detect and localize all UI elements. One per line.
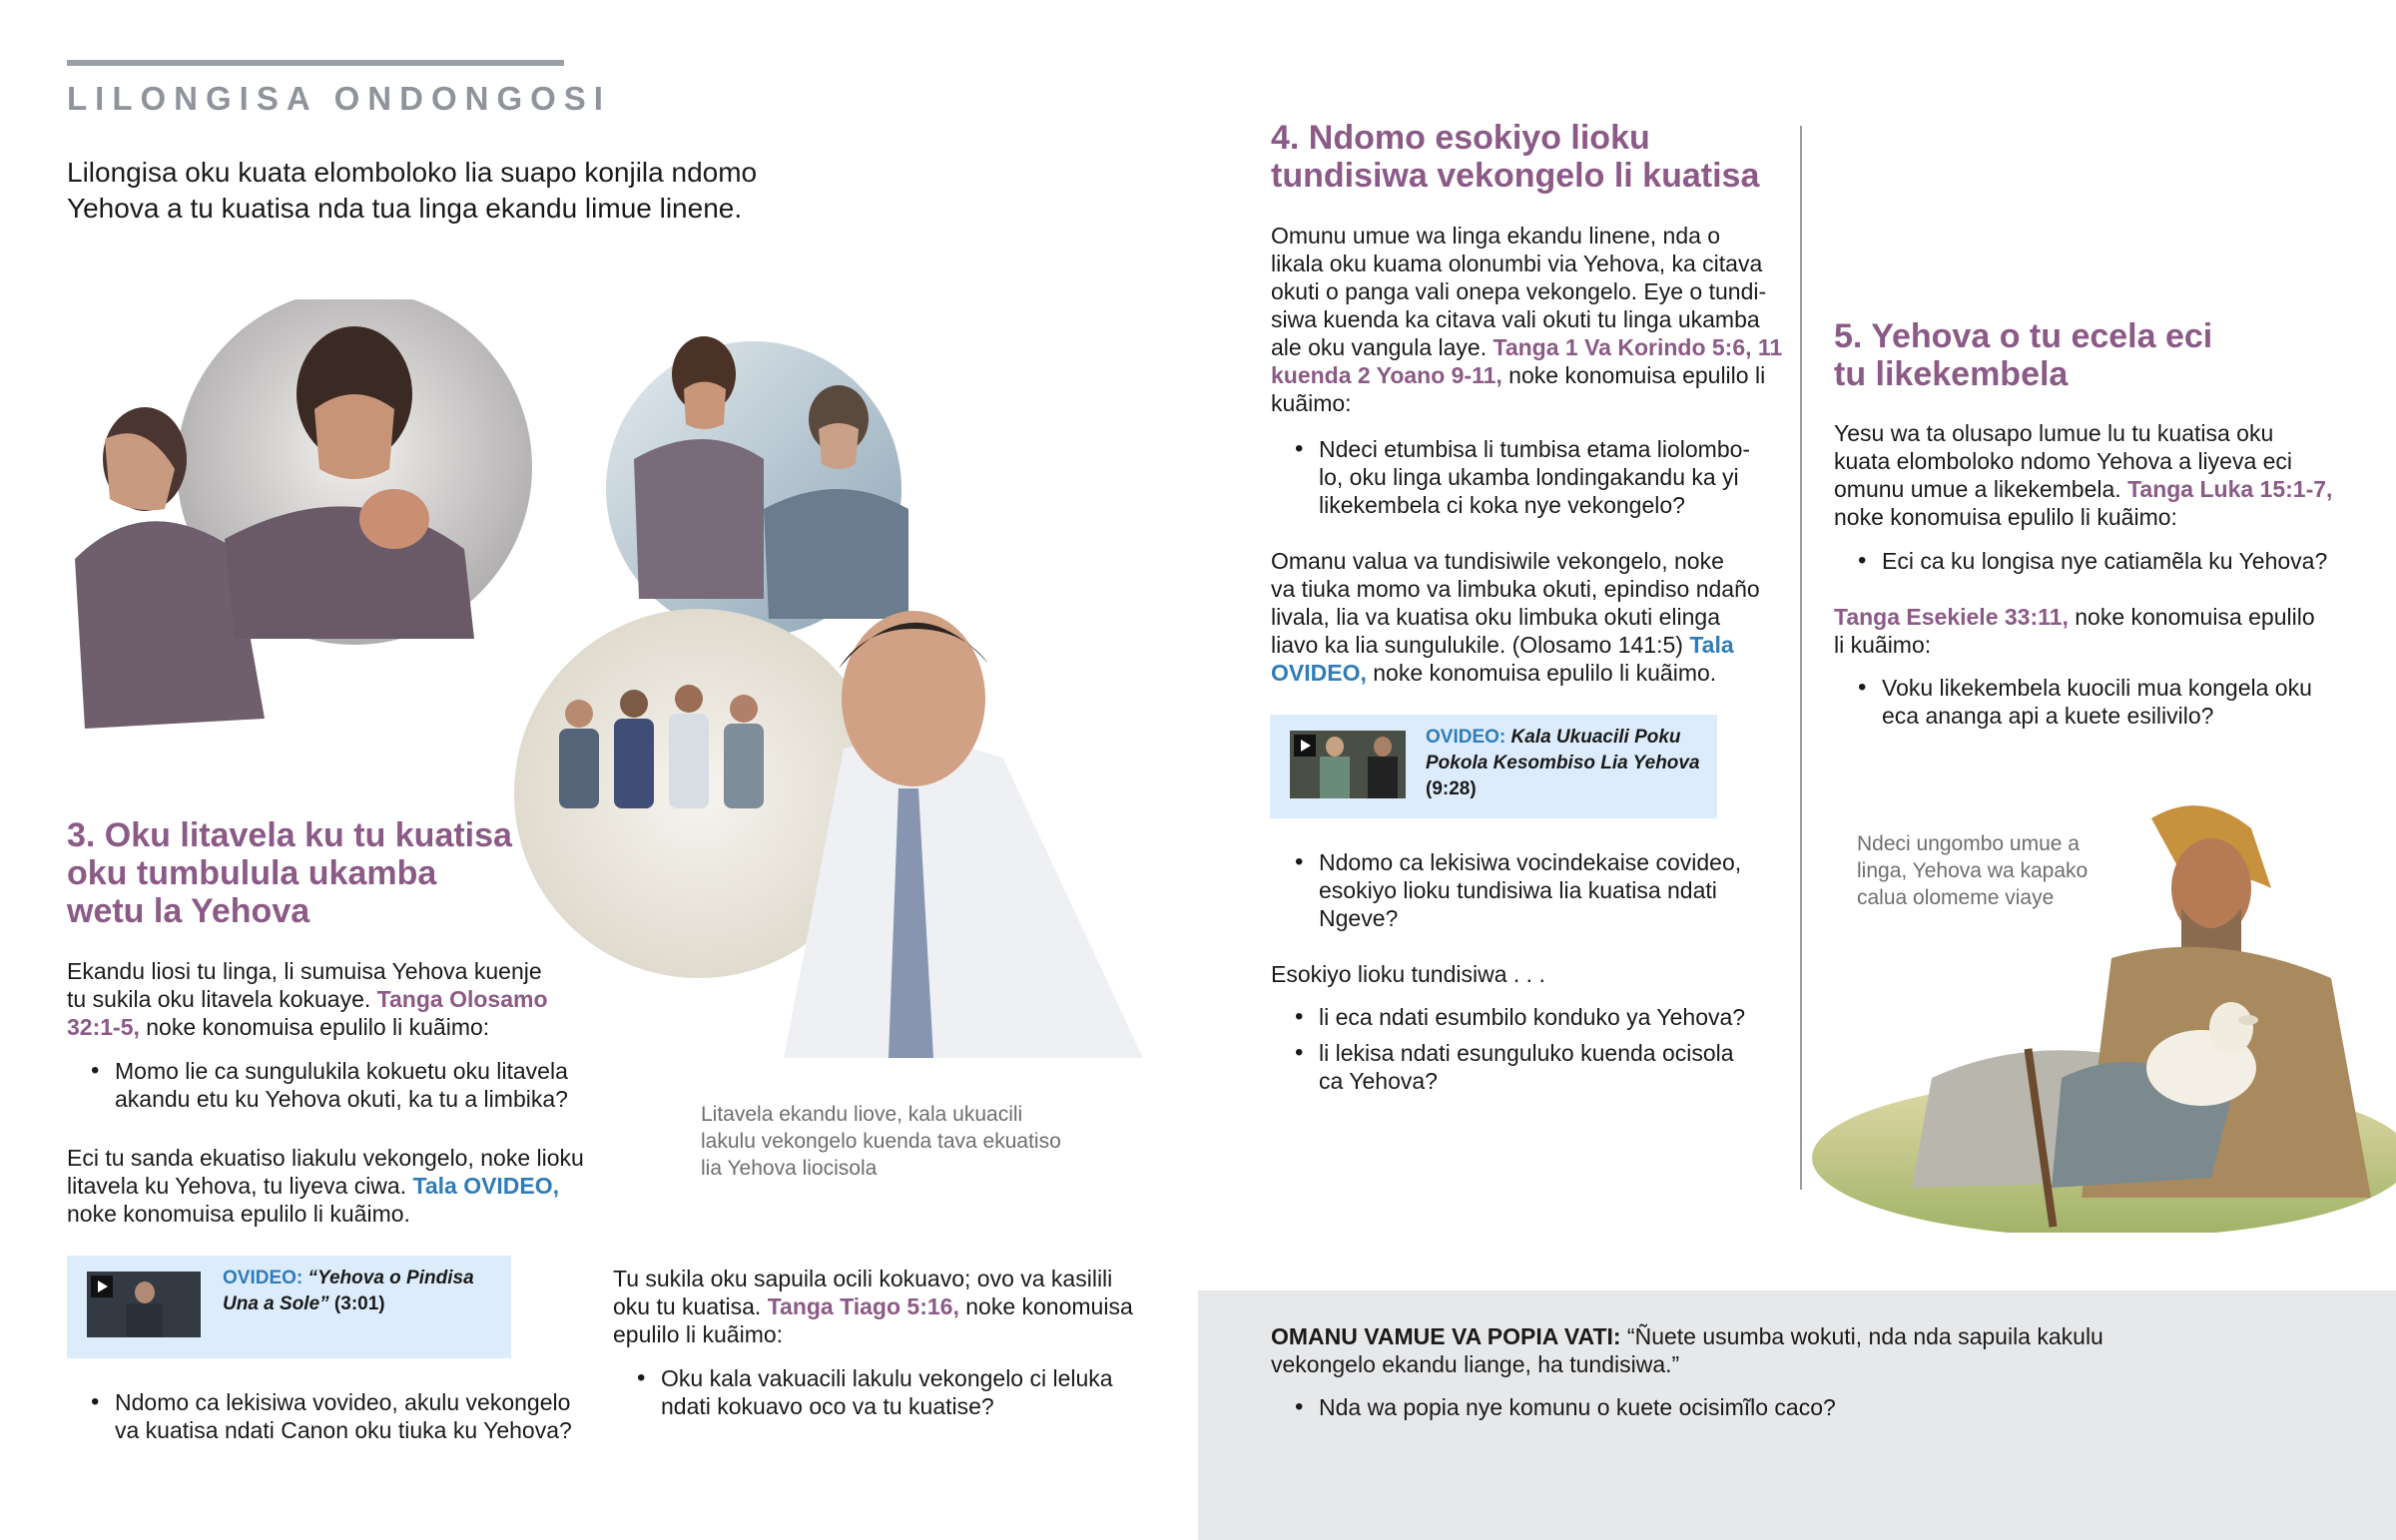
image-caption-left: Litavela ekandu liove, kala ukuacili lakulu vekongelo kuenda tava ekuatiso lia Yehova liocisola (701, 1103, 1061, 1180)
footer-bullet: • Nda wa popia nye komunu o kuete ocisimĩlo caco? (1271, 1393, 2269, 1421)
section-4-bullet-2: • Ndomo ca lekisiwa vocindekaise covideo, esokiyo lioku tundisiwa lia kuatisa ndati Ngeve? (1271, 848, 1810, 932)
scripture-link-luke-15[interactable]: Tanga Luka 15:1-7, (2127, 476, 2333, 502)
section-5-paragraph-1: Yesu wa ta olusapo lumue lu tu kuatisa oku kuata elomboloko ndomo Yehova a liyeva eci omunu umue a likekembela. Tanga Luka 15:1-7, noke konomuisa epulilo li kuãimo: (1834, 420, 2333, 530)
video-link-section-4-b[interactable]: OVIDEO, (1271, 660, 1367, 686)
scripture-link-psalm-32-verses[interactable]: 32:1-5, (67, 1014, 140, 1040)
section-title: LILONGISA ONDONGOSI (67, 80, 611, 117)
video-card-section-4[interactable]: OVIDEO: Kala Ukuacili Poku Pokola Kesombiso Lia Yehova (9:28) (1270, 715, 1717, 818)
illustration-confession (65, 299, 1148, 1058)
section-4-paragraph-2: Omanu valua va tundisiwile vekongelo, noke va tiuka momo va limbuka okuti, epindiso ndaño livala, lia va kuatisa oku limbuka okuti elinga liavo ka lia sungulukile. (Olosamo 141:5) Tala OVIDEO, noke konomuisa epulilo li kuãimo. (1271, 548, 1760, 686)
section-3-paragraph-1: Ekandu liosi tu linga, li sumuisa Yehova kuenje tu sukila oku litavela kokuaye. Tanga Olosamo 32:1-5, noke konomuisa epulilo li kuãimo: (67, 958, 548, 1040)
play-icon[interactable] (1294, 735, 1316, 757)
section-5-bullet-1: • Eci ca ku longisa nye catiamẽla ku Yehova? (1834, 547, 2373, 575)
video-link-section-4-a[interactable]: Tala (1689, 632, 1734, 658)
intro-text: Lilongisa oku kuata elomboloko lia suapo konjila ndomo Yehova a tu kuatisa nda tua linga ekandu limue linene. (67, 157, 758, 224)
play-icon[interactable] (91, 1276, 113, 1297)
header-rule (67, 60, 564, 66)
section-3-paragraph-2: Eci tu sanda ekuatiso liakulu vekongelo, noke lioku litavela ku Yehova, tu liyeva ciwa. Tala OVIDEO, noke konomuisa epulilo li kuãimo. (67, 1145, 584, 1227)
section-5-heading: 5. Yehova o tu ecela eci tu likekembela (1834, 317, 2213, 393)
section-4-bullet-1: • Ndeci etumbisa li tumbisa etama liolombo- lo, oku linga ukamba londingakandu ka yi likekembela ci koka nye vekongelo? (1271, 435, 1790, 519)
section-3-heading: 3. Oku litavela ku tu kuatisa oku tumbulula ukamba wetu la Yehova (67, 816, 512, 930)
middle-paragraph: Tu sukila oku sapuila ocili kokuavo; ovo va kasilili oku tu kuatisa. Tanga Tiago 5:16, noke konomuisa epulilo li kuãimo: (613, 1266, 1133, 1347)
column-divider (1800, 126, 1802, 1190)
scripture-link-psalm-32[interactable]: Tanga Olosamo (376, 986, 548, 1012)
section-3-bullet-2: • Ndomo ca lekisiwa vovideo, akulu vekongelo va kuatisa ndati Canon oku tiuka ku Yehova? (67, 1388, 626, 1444)
video-card-section-3[interactable]: OVIDEO: “Yehova o Pindisa Una a Sole” (3:01) (67, 1256, 511, 1358)
video-thumbnail[interactable] (1290, 731, 1406, 798)
scripture-link-james-5[interactable]: Tanga Tiago 5:16, (767, 1293, 959, 1319)
section-4-paragraph-1: Omunu umue wa linga ekandu linene, nda o likala oku kuama olonumbi via Yehova, ka citava okuti o panga vali onepa vekongelo. Eye o tundi- siwa kuenda ka citava vali okuti tu linga ukamba ale oku vangula laye. Tanga 1 Va Korindo 5:6, 11 kuenda 2 Yoano 9-11, noke konomuisa epulilo li kuãimo: (1271, 223, 1783, 416)
section-5-paragraph-2: Tanga Esekiele 33:11, noke konomuisa epulilo li kuãimo: (1834, 604, 2315, 658)
section-4-bullet-3: • li eca ndati esumbilo konduko ya Yehova? (1271, 1003, 1810, 1031)
scripture-link-1-corinthians-5[interactable]: Tanga 1 Va Korindo 5:6, 11 (1493, 334, 1783, 360)
scripture-link-2-john[interactable]: kuenda 2 Yoano 9-11, (1271, 362, 1502, 388)
section-3-bullet-1: • Momo lie ca sungulukila kokuetu oku litavela akandu etu ku Yehova okuti, ka tu a limbika? (67, 1057, 586, 1113)
section-5-bullet-2: • Voku likekembela kuocili mua kongela oku eca ananga api a kuete esilivilo? (1834, 674, 2373, 730)
footer-quote: OMANU VAMUE VA POPIA VATI: “Ñuete usumba wokuti, nda nda sapuila kakulu vekongelo ekandu liange, ha tundisiwa.” (1271, 1323, 2103, 1377)
section-4-heading: 4. Ndomo esokiyo lioku tundisiwa vekongelo li kuatisa (1271, 119, 1760, 195)
section-4-paragraph-3: Esokiyo lioku tundisiwa . . . (1271, 961, 1545, 987)
image-caption-right: Ndeci ungombo umue a linga, Yehova wa kapako calua olomeme viaye (1857, 832, 2089, 909)
video-thumbnail[interactable] (87, 1272, 201, 1337)
video-link-section-3[interactable]: Tala OVIDEO, (412, 1173, 560, 1199)
scripture-link-ezekiel-33[interactable]: Tanga Esekiele 33:11, (1834, 604, 2069, 630)
section-4-bullet-4: • li lekisa ndati esunguluko kuenda ocisola ca Yehova? (1271, 1039, 1810, 1095)
middle-bullet: • Oku kala vakuacili lakulu vekongelo ci leluka ndati kokuavo oco va tu kuatise? (613, 1364, 1172, 1420)
